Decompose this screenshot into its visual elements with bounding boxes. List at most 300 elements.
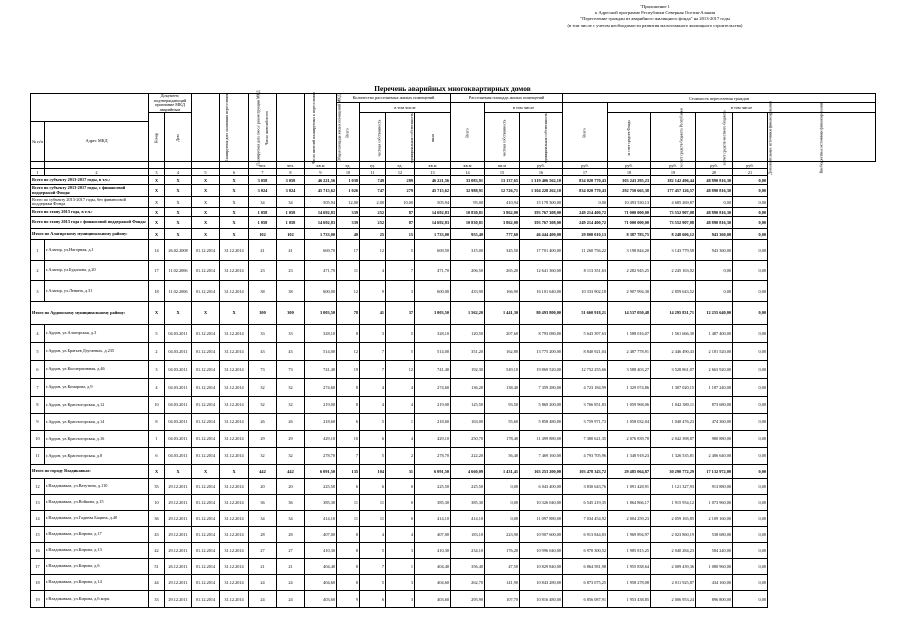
table-cell: 29.12.2011 [165, 574, 192, 590]
table-cell: 669,50 [415, 240, 451, 261]
table-cell: 4 [360, 378, 386, 396]
table-cell: 32 [277, 396, 305, 413]
table-cell: 2 040 284,23 [651, 542, 696, 558]
table-cell: 10 830,81 [451, 208, 485, 217]
table-cell: 225,50 [415, 478, 451, 494]
table-cell: 31.12.2014 [220, 281, 249, 302]
table-cell: 2 004 259,23 [608, 510, 651, 526]
table-cell: 31.12.2014 [220, 360, 249, 378]
header-planned-demolish: Планируемая дата сноса/ реконструкции МКД [220, 94, 249, 162]
table-cell: 0,00 [733, 324, 768, 342]
table-cell: 31.12.2014 [220, 378, 249, 396]
table-cell: 3 024 [249, 185, 277, 197]
table-cell: 6 [149, 447, 165, 464]
table-cell: 2 282 945,25 [608, 260, 651, 281]
table-cell: 315,00 [451, 240, 485, 261]
table-cell: 17 701 400,00 [520, 240, 563, 261]
table-cell: 600,00 [415, 281, 451, 302]
table-cell: 10 816 480,00 [520, 590, 563, 608]
table-cell: 166,90 [485, 281, 520, 302]
table-cell: 429,10 [305, 430, 337, 447]
table-cell: X [149, 208, 165, 217]
table-cell: 393 767 308,00 [520, 217, 563, 229]
table-cell: 0,00 [733, 542, 768, 558]
table-cell: 0,00 [733, 558, 768, 574]
table-cell: 1 [31, 240, 45, 261]
table-cell: 206,50 [451, 260, 485, 281]
address-cell: г.Ардон, ул.Красногорская, д.16 [45, 430, 149, 447]
table-cell: X [192, 228, 220, 240]
table-cell: 45 715,62 [305, 185, 337, 197]
table-cell: 5 [360, 447, 386, 464]
table-cell: 0,00 [733, 430, 768, 447]
table-cell: 14 692,83 [305, 217, 337, 229]
header-empty [31, 94, 149, 122]
table-cell: 303 243 295,23 [608, 176, 651, 185]
table-cell: 1 985 815,25 [608, 542, 651, 558]
column-number: 11 [360, 169, 386, 176]
table-cell: 20 [277, 478, 305, 494]
table-cell: 44 [149, 574, 165, 590]
table-cell: 0,00 [733, 478, 768, 494]
table-cell: 3 [386, 590, 415, 608]
table-cell: 0 [386, 510, 415, 526]
table-cell: 3 143 779,58 [651, 240, 696, 261]
table-cell: 1 733,00 [305, 228, 337, 240]
header-all-1: Всего [337, 103, 360, 162]
table-cell: 23 [249, 260, 277, 281]
table-cell: 14 295 831,71 [651, 301, 696, 324]
table-cell: 31.12.2014 [220, 526, 249, 542]
table-cell: 163 253 200,00 [520, 464, 563, 478]
table-cell: 0,00 [733, 240, 768, 261]
table-cell: 5 [360, 574, 386, 590]
table-cell: 3 830 643,76 [563, 478, 608, 494]
table-cell: 1 058 [277, 217, 305, 229]
table-cell: 4 685 269,87 [651, 196, 696, 208]
table-cell: 17 [337, 240, 360, 261]
table-cell: 741,40 [415, 360, 451, 378]
table-cell: 2 [149, 342, 165, 360]
table-cell: 328,10 [415, 324, 451, 342]
table-cell: 04.03.2011 [165, 360, 192, 378]
table-cell: 0,00 [733, 260, 768, 281]
table-cell: 4 [386, 378, 415, 396]
table-cell: 31.12.2014 [220, 324, 249, 342]
table-cell: 1 059 968,06 [608, 396, 651, 413]
table-cell: 43 [277, 342, 305, 360]
table-cell: 300 [277, 301, 305, 324]
table-cell: 01.12.2014 [192, 590, 220, 608]
table-cell: 12 [360, 240, 386, 261]
table-cell: 31.12.2014 [220, 430, 249, 447]
table-cell: 32 [277, 447, 305, 464]
table-cell: 1 915 954,12 [651, 494, 696, 510]
units-row [31, 162, 876, 169]
table-cell: 2,00 [360, 196, 386, 208]
table-cell: X [149, 176, 165, 185]
header-private: частная собственность [360, 113, 386, 162]
table-cell: 10 493 530,13 [608, 196, 651, 208]
table-cell: 1 073 960,00 [696, 494, 733, 510]
table-cell: 11 260 756,22 [563, 240, 608, 261]
table-cell: 31.12.2014 [220, 342, 249, 360]
column-number: 7 [249, 169, 277, 176]
table-row [31, 396, 876, 413]
table-cell: 12 [337, 342, 360, 360]
table-cell: 01.12.2014 [192, 342, 220, 360]
table-cell: 274,60 [305, 378, 337, 396]
address-cell: Всего по субъекту 2013-2017 годы, без финансовой поддержки Фонда [31, 196, 149, 208]
table-cell: 176,20 [485, 542, 520, 558]
table-cell: 7 [31, 378, 45, 396]
table-cell: 219,00 [415, 396, 451, 413]
table-cell: 32 [249, 378, 277, 396]
table-cell: 6 864 581,98 [563, 558, 608, 574]
table-cell: 1 [149, 430, 165, 447]
table-cell: 33 083,91 [451, 176, 485, 185]
table-cell: 138,40 [485, 378, 520, 396]
column-number: 14 [451, 169, 485, 176]
table-cell: 345,50 [485, 240, 520, 261]
table-cell: 0 [386, 478, 415, 494]
table-cell: 393 767 308,00 [520, 208, 563, 217]
unit-cell: руб. [520, 162, 563, 169]
table-cell: 13 [31, 494, 45, 510]
table-cell: 46 444 400,00 [520, 228, 563, 240]
table-cell: 1 955 838,64 [608, 558, 651, 574]
table-cell: 19 [337, 360, 360, 378]
table-cell: 178,40 [485, 430, 520, 447]
table-cell: 15 [386, 228, 415, 240]
table-cell: 6 [337, 478, 360, 494]
table-cell: 29 800 010,13 [563, 228, 608, 240]
table-cell: 14 537 050,48 [608, 301, 651, 324]
unit-cell: кв.м [485, 162, 520, 169]
table-cell: 5 [386, 324, 415, 342]
table-cell: 01.12.2014 [192, 281, 220, 302]
summary-row [31, 196, 876, 208]
table-cell: 46 221,56 [305, 176, 337, 185]
table-cell: 1 487 400,00 [696, 324, 733, 342]
table-cell: 2 181 520,00 [696, 342, 733, 360]
table-cell: 16 [31, 542, 45, 558]
table-cell: 34 [249, 196, 277, 208]
table-cell: 01.12.2014 [192, 510, 220, 526]
table-cell: 207,60 [485, 324, 520, 342]
column-number: 21 [733, 169, 768, 176]
table-cell: 01.12.2014 [192, 558, 220, 574]
column-number: 10 [337, 169, 360, 176]
unit-cell: руб. [733, 162, 768, 169]
table-cell: 274,60 [415, 378, 451, 396]
table-cell: X [149, 464, 165, 478]
table-cell: 102 [249, 228, 277, 240]
header-residents-planned: Число жителей планируемых к переселению [277, 94, 305, 162]
table-cell: 0,00 [485, 510, 520, 526]
table-cell: 505,94 [305, 196, 337, 208]
table-cell: 4 [360, 396, 386, 413]
table-cell: 51 660 918,21 [563, 301, 608, 324]
header-private-area: частная собственность [485, 113, 520, 162]
table-cell: 1 958 278,08 [608, 574, 651, 590]
table-cell: 1 329 074,86 [608, 378, 651, 396]
header-all-3: Всего [563, 103, 608, 162]
table-cell: 31.12.2014 [220, 590, 249, 608]
table-cell: 5 [386, 240, 415, 261]
table-row [31, 342, 876, 360]
table-cell: 41 [249, 240, 277, 261]
table-cell: 183,10 [451, 526, 485, 542]
table-cell: 0,00 [733, 494, 768, 510]
table-row [31, 430, 876, 447]
table-cell: 749 [360, 176, 386, 185]
table-cell: 12 [337, 281, 360, 302]
table-cell: 6 [360, 430, 386, 447]
table-cell: 1 969 894,97 [608, 526, 651, 542]
table-cell: 16 101 640,00 [520, 281, 563, 302]
table-cell: 600,00 [305, 281, 337, 302]
table-cell: 04.03.2011 [165, 413, 192, 430]
table-cell: 32 [249, 447, 277, 464]
table-cell: 943 360,00 [696, 228, 733, 240]
header-incl-2: в том числе [485, 103, 563, 113]
table-cell: 0,00 [733, 413, 768, 430]
table-cell: 234,10 [451, 542, 485, 558]
table-cell: 26 [249, 413, 277, 430]
table-cell: 403,60 [305, 590, 337, 608]
table-cell: 0,00 [733, 396, 768, 413]
table-cell: 48 890 816,30 [696, 176, 733, 185]
table-cell: 0,00 [733, 281, 768, 302]
table-cell: 0,00 [733, 510, 768, 526]
table-cell: 225,50 [451, 478, 485, 494]
table-cell: 11 [31, 447, 45, 464]
table-cell: 24 [249, 574, 277, 590]
table-cell: 1 562,20 [451, 301, 485, 324]
table-cell: 1 026 [337, 185, 360, 197]
table-cell: 414,10 [305, 510, 337, 526]
table-cell: 1 042 380,11 [651, 396, 696, 413]
table-cell: 21 [249, 558, 277, 574]
table-cell: 4 660,09 [451, 464, 485, 478]
table-cell: 17 [149, 260, 165, 281]
table-cell: X [165, 217, 192, 229]
table-cell: 404,40 [305, 558, 337, 574]
table-cell: 29 485 064,87 [608, 464, 651, 478]
table-cell: 1 058 [249, 217, 277, 229]
table-cell: X [192, 196, 220, 208]
table-cell: 0,00 [733, 228, 768, 240]
table-cell: 223,90 [485, 526, 520, 542]
table-cell: 407,00 [305, 526, 337, 542]
table-cell: 3 [31, 281, 45, 302]
header-fund: за счет средств Фонда [608, 113, 651, 162]
table-row [31, 324, 876, 342]
table-cell: 01.12.2014 [192, 360, 220, 378]
table-cell: 26.02.2008 [165, 240, 192, 261]
column-number: 2 [45, 169, 149, 176]
unit-cell: руб. [608, 162, 651, 169]
table-cell: 17 132 972,00 [696, 464, 733, 478]
table-row [31, 510, 876, 526]
table-cell: 0,00 [733, 464, 768, 478]
table-cell: 0,00 [485, 478, 520, 494]
table-cell: 3 759 971,73 [563, 413, 608, 430]
table-cell: 10 829 840,00 [520, 558, 563, 574]
table-cell: 29 [277, 430, 305, 447]
table-cell: 43 [249, 342, 277, 360]
table-cell: X [220, 464, 249, 478]
table-cell: 04.03.2011 [165, 430, 192, 447]
table-cell: 3 588 403,27 [608, 360, 651, 378]
header-incl-3: в том числе [608, 103, 876, 113]
unit-cell: ед. [386, 162, 415, 169]
table-cell: 27 [249, 542, 277, 558]
table-cell: 29.12.2011 [165, 526, 192, 542]
table-cell: 15 178 300,00 [520, 196, 563, 208]
table-cell: 7 469 160,00 [520, 447, 563, 464]
table-cell: 24 [277, 574, 305, 590]
table-cell: 01.12.2014 [192, 396, 220, 413]
table-cell: 2 [31, 260, 45, 281]
table-cell: 834 020 770,43 [563, 185, 608, 197]
table-cell: 12 [386, 360, 415, 378]
table-cell: 73 [277, 360, 305, 378]
table-cell: 01.12.2014 [192, 413, 220, 430]
table-cell: 2 446 490,43 [651, 342, 696, 360]
table-cell: 24 [249, 590, 277, 608]
table-cell: 4 723 184,99 [563, 378, 608, 396]
table-cell: 896 800,00 [696, 590, 733, 608]
table-row [31, 558, 876, 574]
summary-row [31, 228, 876, 240]
table-cell: 4 [31, 324, 45, 342]
address-cell: г.Владикавказ, ул.Кирова, д.17 [45, 526, 149, 542]
table-cell: 12 641 360,00 [520, 260, 563, 281]
table-cell: 33 [249, 324, 277, 342]
table-cell: 04.03.2011 [165, 396, 192, 413]
table-cell: 1 348 918,23 [608, 447, 651, 464]
table-cell: 549,10 [485, 360, 520, 378]
header-extra: Внебюджетные источники финансирования [768, 113, 876, 162]
table-cell: 23 [277, 260, 305, 281]
table-cell: 12 752 255,66 [563, 360, 608, 378]
unit-cell: кв.м [415, 162, 451, 169]
table-cell: 4 [360, 526, 386, 542]
table-cell: 56,40 [485, 447, 520, 464]
table-cell: 15 [31, 526, 45, 542]
column-number: 13 [415, 169, 451, 176]
table-cell: 8 [337, 378, 360, 396]
table-cell: 278,70 [415, 447, 451, 464]
table-cell: 29.12.2011 [165, 510, 192, 526]
table-cell: X [220, 217, 249, 229]
unit-cell: ед. [360, 162, 386, 169]
table-row [31, 494, 876, 510]
table-cell: 31.12.2014 [220, 558, 249, 574]
header-planned-date: Планируемая дата окончания переселения [192, 94, 220, 162]
header-date: Дата [165, 113, 192, 162]
table-cell: 777,60 [485, 228, 520, 240]
table-cell: 429,10 [415, 430, 451, 447]
table-cell: 10 326 040,00 [520, 494, 563, 510]
table-cell: 3 766 851,83 [563, 396, 608, 413]
table-cell: 10,00 [386, 196, 415, 208]
table-cell: 01.12.2014 [192, 494, 220, 510]
table-cell: 8 [337, 324, 360, 342]
table-cell: 31.12.2014 [220, 542, 249, 558]
column-number: 20 [696, 169, 733, 176]
table-cell: 71 000 000,00 [608, 208, 651, 217]
address-cell: г.Ардон, ул.Красногорская, д.12 [45, 396, 149, 413]
header-residents: Число жителей всего [249, 94, 277, 162]
table-cell: 3 058 [249, 176, 277, 185]
table-cell: 0,00 [733, 378, 768, 396]
header-other: иная [415, 113, 451, 162]
address-cell: Всего по субъекту 2013-2017 годы, с финансовой поддержкой Фонда: [31, 185, 149, 197]
table-cell: 0,00 [733, 526, 768, 542]
table-cell: 3 [149, 360, 165, 378]
address-cell: Всего по субъекту 2013-2017 годы, в т.ч.: [31, 176, 149, 185]
table-cell: 4 [386, 430, 415, 447]
table-cell: 10 843 280,00 [520, 574, 563, 590]
header-republic: за счет средств бюджета Республики [651, 113, 696, 162]
unit-cell: руб. [651, 162, 696, 169]
table-cell: 28 [277, 526, 305, 542]
table-cell: 2 907 994,30 [608, 281, 651, 302]
table-cell: 1 040 476,23 [651, 413, 696, 430]
table-cell: 1 953 438,85 [608, 590, 651, 608]
table-cell: 45 715,62 [415, 185, 451, 197]
table-cell: 29.12.2011 [165, 494, 192, 510]
register-rows [31, 176, 876, 608]
table-cell: 2 406 640,00 [696, 447, 733, 464]
table-cell: 3 [386, 574, 415, 590]
table-cell: 873 680,00 [696, 396, 733, 413]
table-cell: 442 [249, 464, 277, 478]
address-cell: г.Владикавказ, ул.Кирова, д.13 [45, 542, 149, 558]
table-cell: 10 [337, 430, 360, 447]
table-cell: 42 [149, 542, 165, 558]
table-cell: 6 545 219,35 [563, 494, 608, 510]
table-cell: X [220, 301, 249, 324]
header-all-2: Всего [451, 103, 485, 162]
table-row [31, 360, 876, 378]
table-cell: 19 [31, 590, 45, 608]
table-cell: 219,00 [305, 396, 337, 413]
appendix-line-3: "Переселение граждан из аварийного жилищного фонда" на 2013-2017 годы [580, 16, 730, 22]
table-cell: 141,90 [485, 574, 520, 590]
table-cell: X [192, 217, 220, 229]
table-cell: 1 319 406 562,10 [520, 176, 563, 185]
table-cell: 36 [249, 494, 277, 510]
table-cell: 0,00 [563, 196, 608, 208]
table-cell: 163,00 [451, 413, 485, 430]
table-cell: 37 [386, 301, 415, 324]
table-cell: 12,00 [337, 196, 360, 208]
table-cell: X [192, 464, 220, 478]
header-number: Номер [149, 113, 165, 162]
table-cell: 31.12.2014 [220, 447, 249, 464]
table-cell: 1 121 327,93 [651, 478, 696, 494]
table-cell: 0,00 [485, 494, 520, 510]
table-cell: 1 561 666,30 [651, 324, 696, 342]
table-cell: 31 [386, 464, 415, 478]
column-number: 18 [608, 169, 651, 176]
table-cell: 1 441,30 [485, 301, 520, 324]
table-cell: 0,00 [733, 590, 768, 608]
